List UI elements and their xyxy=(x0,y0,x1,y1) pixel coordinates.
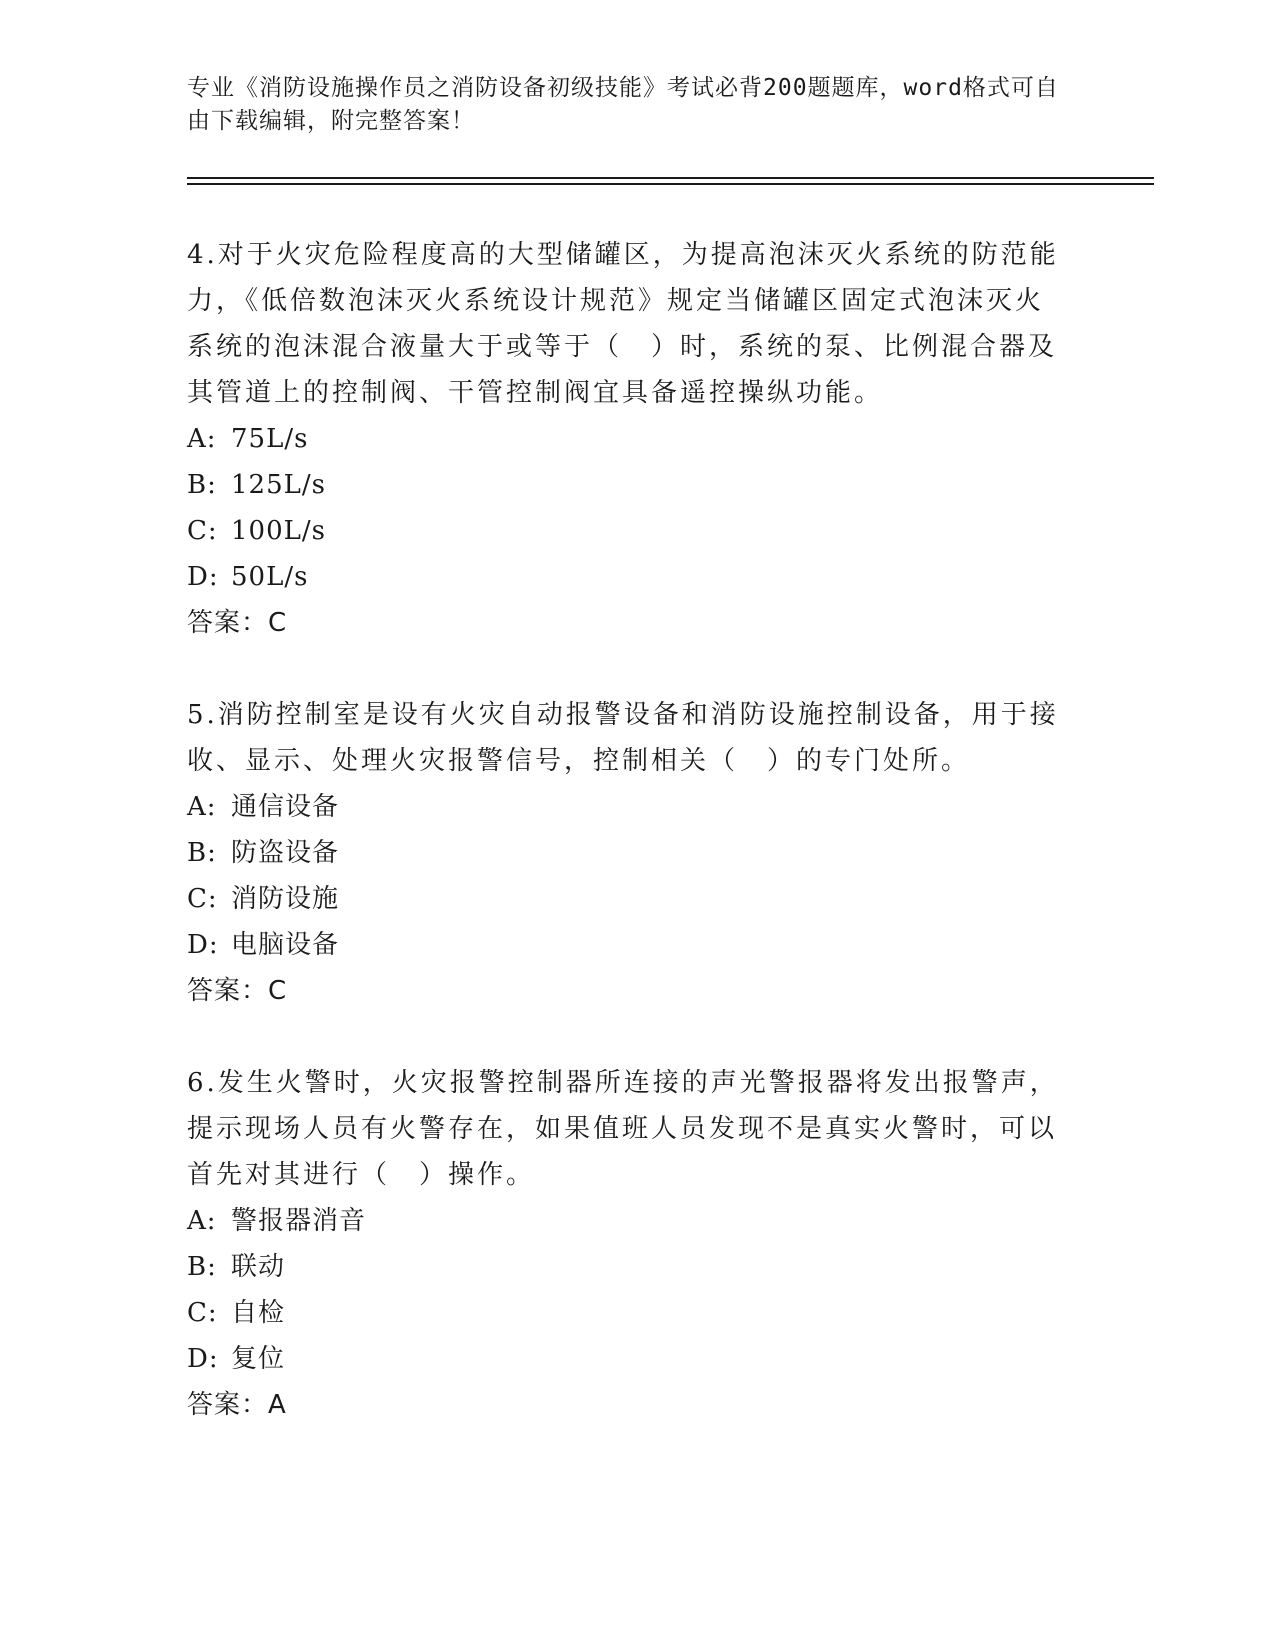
question-stem: 5.消防控制室是设有火灾自动报警设备和消防设施控制设备，用于接收、显示、处理火灾报警信号，控制相关（ ）的专门处所。 xyxy=(187,700,1059,776)
option-label: D: xyxy=(187,930,219,960)
option-label: C: xyxy=(187,1298,218,1328)
option-label: B: xyxy=(187,1252,217,1282)
question-stem: 4.对于火灾危险程度高的大型储罐区，为提高泡沫灭火系统的防范能力，《低倍数泡沫灭火系统设计规范》规定当储罐区固定式泡沫灭火系统的泡沫混合液量大于或等于（ ）时，系统的泵、比例混合器及其管道上的控制阀、干管控制阀宜具备遥控操纵功能。 xyxy=(187,240,1059,408)
question-5 xyxy=(187,692,1067,1014)
answer: 答案：A xyxy=(187,1390,287,1420)
option-b xyxy=(187,830,1067,876)
option-d xyxy=(187,554,1067,600)
option-text: 75L/s xyxy=(231,424,309,454)
option-b xyxy=(187,1244,1067,1290)
option-a xyxy=(187,784,1067,830)
question-4 xyxy=(187,232,1067,646)
answer: 答案：C xyxy=(187,976,288,1006)
option-label: D: xyxy=(187,1344,219,1374)
option-text: 警报器消音 xyxy=(231,1206,367,1236)
option-text: 100L/s xyxy=(231,516,326,546)
option-c xyxy=(187,1290,1067,1336)
option-text: 自检 xyxy=(231,1298,286,1328)
option-text: 50L/s xyxy=(231,562,309,592)
option-label: C: xyxy=(187,884,218,914)
option-b xyxy=(187,462,1067,508)
option-d xyxy=(187,922,1067,968)
option-text: 电脑设备 xyxy=(231,930,340,960)
answer: 答案：C xyxy=(187,608,288,638)
option-text: 复位 xyxy=(231,1344,286,1374)
document-header: 专业《消防设施操作员之消防设备初级技能》考试必背200题题库，word格式可自由下载编辑，附完整答案！ xyxy=(187,75,1059,134)
option-label: A: xyxy=(187,792,217,822)
option-c xyxy=(187,508,1067,554)
option-label: A: xyxy=(187,424,217,454)
option-a xyxy=(187,416,1067,462)
option-label: C: xyxy=(187,516,218,546)
header-divider-bottom xyxy=(187,183,1154,185)
option-label: D: xyxy=(187,562,219,592)
option-text: 联动 xyxy=(231,1252,286,1282)
question-stem: 6.发生火警时，火灾报警控制器所连接的声光警报器将发出报警声，提示现场人员有火警存在，如果值班人员发现不是真实火警时，可以首先对其进行（ ）操作。 xyxy=(187,1068,1059,1190)
option-text: 消防设施 xyxy=(231,884,340,914)
header-divider-top xyxy=(187,177,1154,179)
option-c xyxy=(187,876,1067,922)
option-text: 125L/s xyxy=(231,470,326,500)
option-label: B: xyxy=(187,838,217,868)
option-a xyxy=(187,1198,1067,1244)
question-6 xyxy=(187,1060,1067,1428)
option-d xyxy=(187,1336,1067,1382)
option-label: B: xyxy=(187,470,217,500)
option-label: A: xyxy=(187,1206,217,1236)
option-text: 通信设备 xyxy=(231,792,340,822)
option-text: 防盗设备 xyxy=(231,838,340,868)
